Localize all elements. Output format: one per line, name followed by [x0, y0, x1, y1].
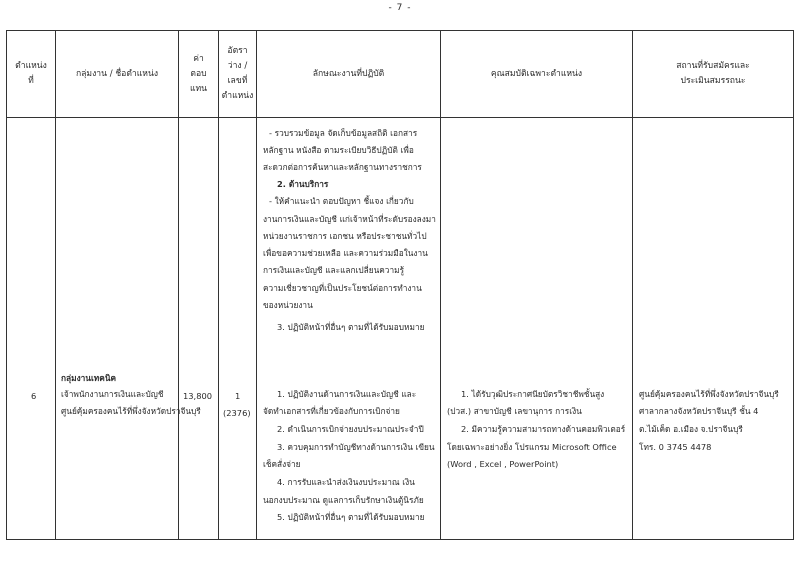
header-qualification: คุณสมบัติเฉพาะตำแหน่ง — [490, 68, 583, 79]
duty-line: 4. การรับและนำส่งเงินงบประมาณ เงิน — [277, 477, 415, 487]
duty-line: 3. ปฏิบัติหน้าที่อื่นๆ ตามที่ได้รับมอบหมาย — [277, 322, 425, 332]
duty-line: หลักฐาน หนังสือ ตามระเบียบวิธีปฏิบัติ เพื่อ — [263, 145, 414, 155]
duty-line: 1. ปฏิบัติงานด้านการเงินและบัญชี และ — [277, 389, 417, 399]
qualification-line: (ปวส.) สาขาบัญชี เลขานุการ การเงิน — [447, 406, 582, 416]
duty-section-heading: 2. ด้านบริการ — [277, 179, 329, 189]
header-venue: สถานที่รับสมัครและ ประเมินสมรรถนะ — [676, 61, 750, 86]
qualification-line: (Word , Excel , PowerPoint) — [447, 459, 559, 469]
duty-line: ความเชี่ยวชาญที่เป็นประโยชน์ต่อการทำงาน — [263, 283, 422, 293]
venue-line: โทร. 0 3745 4478 — [639, 442, 712, 452]
header-pay: ค่า ตอบ แทน — [189, 53, 208, 94]
venue-line: ศูนย์คุ้มครองคนไร้ที่พึ่งจังหวัดปราจีนบุรี — [639, 389, 779, 399]
duty-line: 5. ปฏิบัติหน้าที่อื่นๆ ตามที่ได้รับมอบหมาย — [277, 512, 425, 522]
duty-line: - รวบรวมข้อมูล จัดเก็บข้อมูลสถิติ เอกสาร — [269, 128, 418, 138]
row-number: 6 — [31, 391, 37, 401]
duty-line: เช็คสั่งจ่าย — [263, 459, 301, 469]
header-position-no: ตำแหน่ง ที่ — [15, 61, 47, 86]
duty-line: หน่วยงานราชการ เอกชน หรือประชาชนทั่วไป — [263, 231, 427, 241]
duty-line: การเงินและบัญชี และแลกเปลี่ยนความรู้ — [263, 265, 405, 275]
duty-line: 3. ควบคุมการทำบัญชีทางด้านการเงิน เขียน — [277, 442, 435, 452]
position-office: ศูนย์คุ้มครองคนไร้ที่พึ่งจังหวัดปราจีนบุรี — [61, 406, 201, 416]
header-duty: ลักษณะงานที่ปฏิบัติ — [312, 68, 385, 79]
venue-line: ศาลากลางจังหวัดปราจีนบุรี ชั้น 4 — [639, 406, 759, 416]
duty-line: นอกงบประมาณ ดูแลการเก็บรักษาเงินตู้นิรภัย — [263, 495, 424, 505]
qualification-line: 1. ได้รับวุฒิประกาศนียบัตรวิชาชีพชั้นสูง — [461, 389, 605, 399]
duty-line: เพื่อขอความช่วยเหลือ และความร่วมมือในงาน — [263, 248, 428, 258]
header-divider — [7, 117, 793, 118]
header-rate: อัตรา ว่าง / เลขที่ ตำแหน่ง — [221, 46, 254, 101]
duty-line: สะดวกต่อการค้นหาและหลักฐานทางราชการ — [263, 162, 422, 172]
duty-line: 2. ดำเนินการเบิกจ่ายงบประมาณประจำปี — [277, 424, 424, 434]
duty-line: จัดทำเอกสารที่เกี่ยวข้องกับการเบิกจ่าย — [263, 406, 400, 416]
group-name: กลุ่มงานเทคนิค — [61, 373, 117, 383]
position-id: (2376) — [223, 408, 251, 418]
venue-line: ต.ไม้เค็ด อ.เมือง จ.ปราจีนบุรี — [639, 424, 743, 434]
duty-line: - ให้คำแนะนำ ตอบปัญหา ชี้แจง เกี่ยวกับ — [269, 196, 414, 206]
vacancy-count: 1 — [235, 391, 241, 401]
duty-line: ของหน่วยงาน — [263, 300, 313, 310]
qualification-line: 2. มีความรู้ความสามารถทางด้านคอมพิวเตอร์ — [461, 424, 626, 434]
header-group-name: กลุ่มงาน / ชื่อตำแหน่ง — [75, 68, 159, 79]
position-title: เจ้าพนักงานการเงินและบัญชี — [61, 389, 164, 399]
qualification-line: โดยเฉพาะอย่างยิ่ง โปรแกรม Microsoft Office — [447, 442, 617, 452]
duty-line: งานการเงินและบัญชี แก่เจ้าหน้าที่ระดับรองลงมา — [263, 214, 436, 224]
pay-amount: 13,800 — [183, 391, 213, 401]
position-table — [6, 30, 794, 540]
page-number: - 7 - — [388, 3, 412, 13]
